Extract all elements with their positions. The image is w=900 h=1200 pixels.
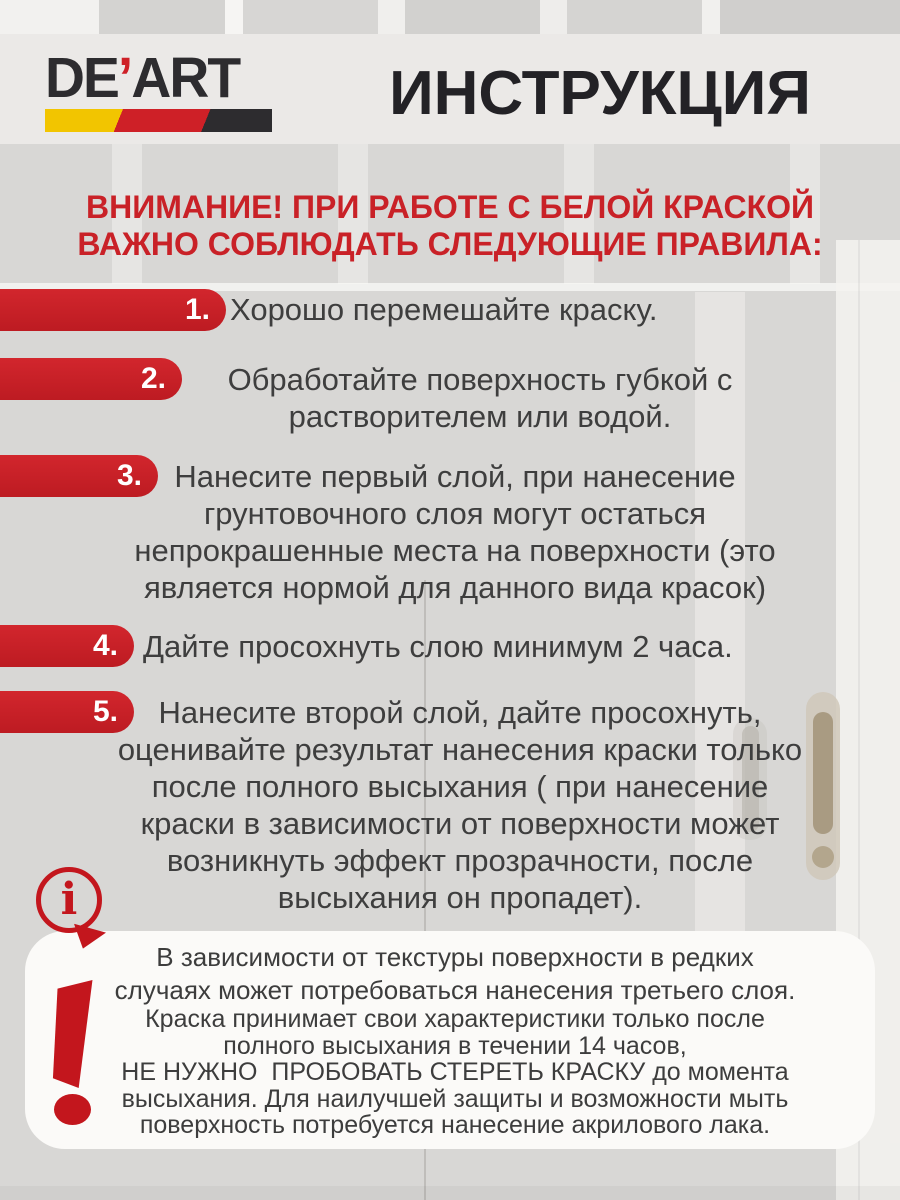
logo-apostrophe: ’	[117, 46, 132, 110]
window-panes-strip	[0, 0, 900, 34]
brand-logo-text	[45, 46, 265, 110]
logo-color-bar	[45, 109, 272, 132]
page-title: ИНСТРУКЦИЯ	[389, 59, 811, 128]
step-3-text: Нанесите первый слой, при нанесение грунтовочного слоя могут остаться непрокрашенные места на поверхности (это является нормой для данного вида красок)	[134, 459, 776, 605]
step-4-number-pill	[0, 625, 134, 667]
step-3-number: 3.	[116, 459, 142, 492]
warning-heading	[0, 189, 900, 263]
step-2-number-pill	[0, 358, 182, 400]
note-paragraph-2: Краска принимает свои характеристики только после полного высыхания в течении 14 часов, НЕ НУЖНО ПРОБОВАТЬ СТЕРЕТЬ КРАСКУ до момента высыхания. Для наилучшей защиты и возможности мыть поверхность потребуется нанесение акрилового лака.	[121, 1005, 789, 1139]
step-2-number: 2.	[140, 362, 166, 395]
step-1-text: Хорошо перемешайте краску.	[230, 292, 658, 327]
step-1-number: 1.	[184, 293, 210, 326]
info-icon-glyph: i	[60, 874, 78, 925]
exclamation-icon-dot	[54, 1094, 91, 1125]
floor-shadow	[0, 1186, 900, 1200]
step-2-text: Обработайте поверхность губкой с растворителем или водой.	[227, 362, 733, 434]
warning-line-1: ВНИМАНИЕ! ПРИ РАБОТЕ С БЕЛОЙ КРАСКОЙ	[85, 189, 814, 225]
step-5-number: 5.	[92, 695, 118, 728]
info-icon	[36, 867, 102, 933]
warning-line-2: ВАЖНО СОБЛЮДАТЬ СЛЕДУЮЩИЕ ПРАВИЛА:	[77, 226, 823, 262]
step-4-text: Дайте просохнуть слою минимум 2 часа.	[143, 629, 733, 664]
step-1-number-pill	[0, 289, 226, 331]
logo-art: ART	[131, 46, 240, 110]
step-5-text: Нанесите второй слой, дайте просохнуть, оценивайте результат нанесения краски только после полного высыхания ( при нанесение краски в зависимости от поверхности может возникнуть эффект прозрачности, после высыхания он пропадет).	[117, 695, 803, 915]
brand-logo	[45, 46, 272, 132]
note-paragraph-1: В зависимости от текстуры поверхности в редких случаях может потребоваться нанесения третьего слоя.	[114, 942, 796, 1005]
logo-de: DE	[45, 46, 118, 110]
step-4-number: 4.	[92, 629, 118, 662]
